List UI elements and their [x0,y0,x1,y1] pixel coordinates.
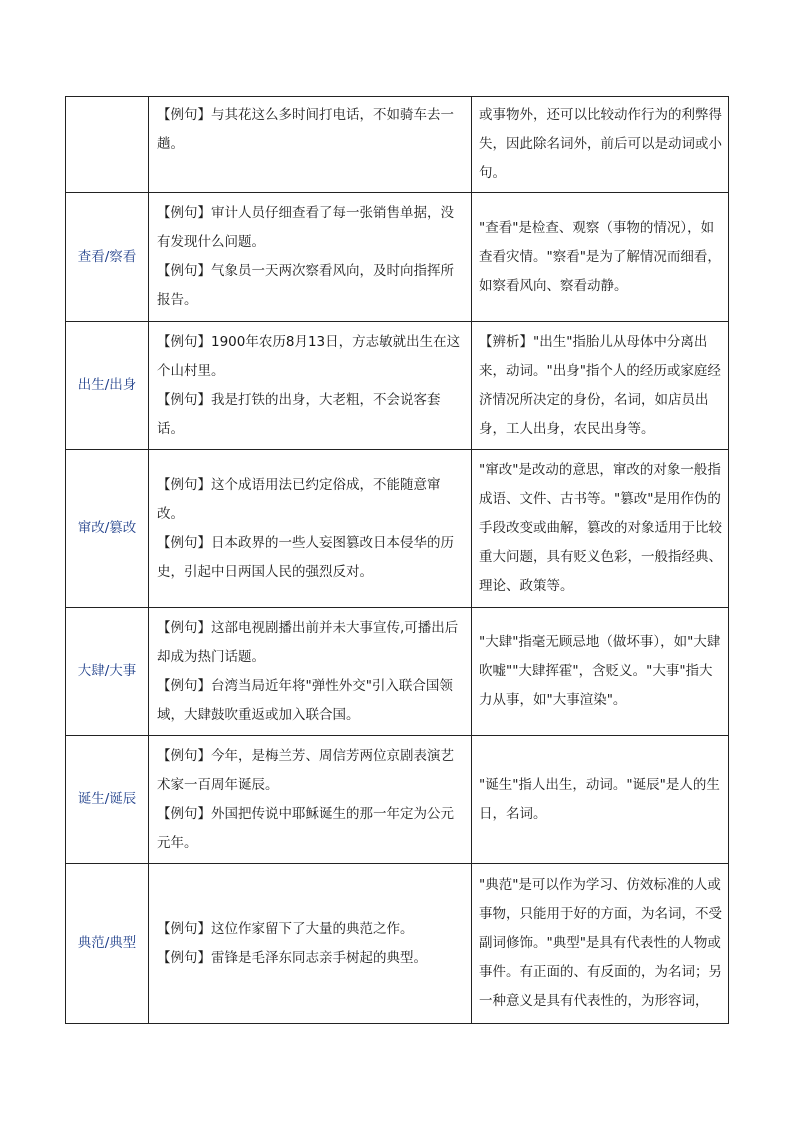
analysis-cell: 【辨析】"出生"指胎儿从母体中分离出来，动词。"出身"指个人的经历或家庭经济情况所决定的身份，名词，如店员出身，工人出身，农民出身等。 [472,322,729,450]
example-sentence: 【例句】1900年农历8月13日，方志敏就出生在这个山村里。 [157,333,461,379]
analysis-cell: "大肆"指毫无顾忌地（做坏事），如"大肆吹嘘""大肆挥霍"，含贬义。"大事"指大力从事，如"大事渲染"。 [472,608,729,736]
analysis-cell: "诞生"指人出生，动词。"诞辰"是人的生日，名词。 [472,736,729,864]
example-sentence: 【例句】审计人员仔细查看了每一张销售单据，没有发现什么问题。 [157,205,454,250]
analysis-cell: "窜改"是改动的意思，窜改的对象一般指成语、文件、古书等。"篡改"是用作伪的手段改变或曲解，篡改的对象适用于比较重大问题，具有贬义色彩，一般指经典、理论、政策等。 [472,450,729,608]
term-cell: 大肆/大事 [66,608,149,736]
vocabulary-table [65,96,729,1024]
examples-cell [149,736,472,864]
term-cell: 典范/典型 [66,864,149,1024]
analysis-cell: "典范"是可以作为学习、仿效标准的人或事物，只能用于好的方面，为名词，不受副词修饰。"典型"是具有代表性的人物或事件。有正面的、有反面的，为名词；另一种意义是具有代表性的，为形容词， [472,864,729,1024]
example-sentence: 【例句】这个成语用法已约定俗成，不能随意窜改。 [157,476,441,522]
table-row [66,450,729,608]
table-row [66,736,729,864]
example-sentence: 【例句】这部电视剧播出前并未大事宣传,可播出后却成为热门话题。 [157,619,459,665]
example-sentence: 【例句】气象员一天两次察看风向，及时向指挥所报告。 [157,263,454,308]
term-cell: 查看/察看 [66,193,149,322]
examples-cell [149,97,472,193]
example-sentence: 【例句】这位作家留下了大量的典范之作。 [157,920,414,937]
term-cell: 出生/出身 [66,322,149,450]
example-sentence: 【例句】与其花这么多时间打电话，不如骑车去一趟。 [157,107,454,152]
table-row [66,322,729,450]
term-cell: 诞生/诞辰 [66,736,149,864]
table-row [66,193,729,322]
analysis-cell: 或事物外，还可以比较动作行为的利弊得失，因此除名词外，前后可以是动词或小句。 [472,97,729,193]
examples-cell [149,450,472,608]
example-sentence: 【例句】台湾当局近年将"弹性外交"引入联合国领域，大肆鼓吹重返或加入联合国。 [157,677,453,723]
table-row [66,97,729,193]
example-sentence: 【例句】我是打铁的出身，大老粗，不会说客套话。 [157,391,441,437]
example-sentence: 【例句】外国把传说中耶稣诞生的那一年定为公元元年。 [157,805,454,851]
table-row [66,608,729,736]
example-sentence: 【例句】日本政界的一些人妄图篡改日本侵华的历史，引起中日两国人民的强烈反对。 [157,534,454,580]
examples-cell [149,322,472,450]
examples-cell [149,193,472,322]
term-cell: 窜改/篡改 [66,450,149,608]
term-cell [66,97,149,193]
table-row [66,864,729,1024]
analysis-cell: "查看"是检查、观察（事物的情况），如查看灾情。"察看"是为了解情况而细看，如察看风向、察看动静。 [472,193,729,322]
examples-cell [149,608,472,736]
example-sentence: 【例句】雷锋是毛泽东同志亲手树起的典型。 [157,949,427,966]
examples-cell [149,864,472,1024]
example-sentence: 【例句】今年，是梅兰芳、周信芳两位京剧表演艺术家一百周年诞辰。 [157,747,454,793]
